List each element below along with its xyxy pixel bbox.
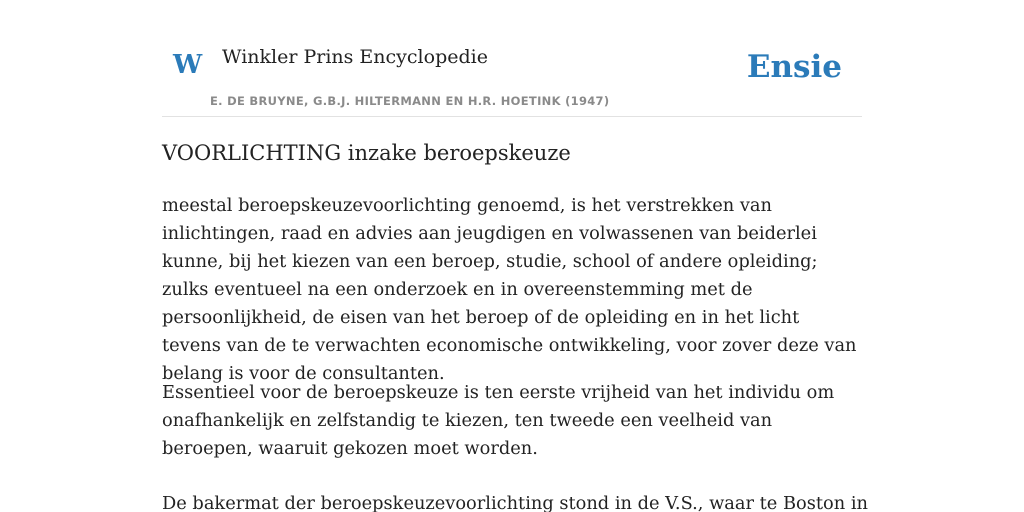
ensie-brand-link[interactable]: Ensie (746, 49, 842, 85)
article-paragraph: De bakermat der beroepskeuzevoorlichting stond in de V.S., waar te Boston in (162, 493, 868, 512)
encyclopedia-logo-icon: W (173, 50, 203, 80)
publication-title: Winkler Prins Encyclopedie (222, 46, 488, 68)
article-authors: E. DE BRUYNE, G.B.J. HILTERMANN EN H.R. HOETINK (1947) (210, 94, 610, 108)
article-paragraph: Essentieel voor de beroepskeuze is ten eerste vrijheid van het individu om onafhankelijk en zelfstandig te kiezen, ten tweede een veelheid van beroepen, waaruit gekozen moet worden. (162, 382, 835, 459)
page-header (162, 0, 862, 117)
article-page (162, 0, 868, 512)
article-title: VOORLICHTING inzake beroepskeuze (162, 141, 571, 165)
article-paragraph: meestal beroepskeuzevoorlichting genoemd, is het verstrekken van inlichtingen, raad en advies aan jeugdigen en volwassenen van beiderlei kunne, bij het kiezen van een beroep, studie, school of andere opleiding; zulks eventueel na een onderzoek en in overeenstemming met de persoonlijkheid, de eisen van het beroep of de opleiding en in het licht tevens van de te verwachten economische ontwikkeling, voor zover deze van belang is voor de consultanten. (162, 195, 857, 384)
